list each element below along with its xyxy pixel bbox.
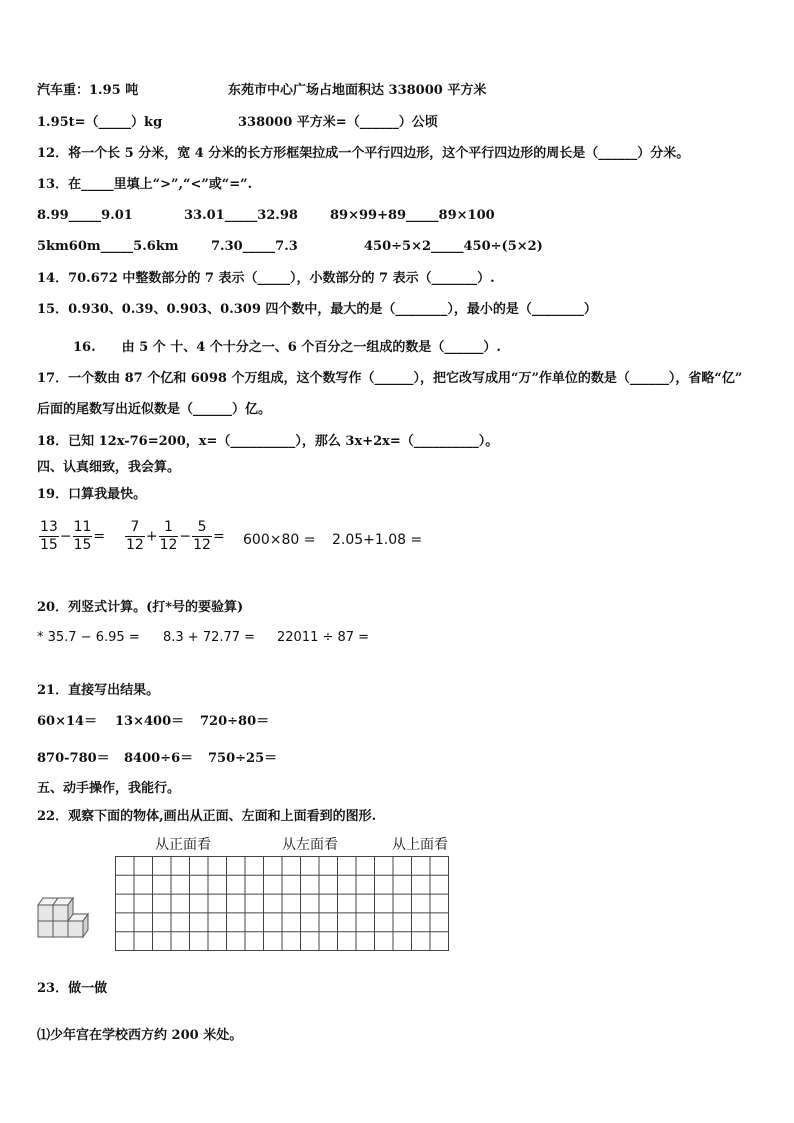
- denominator: 15: [40, 537, 58, 553]
- q21-row1-item3: 720÷80＝: [200, 714, 270, 729]
- question-23-part-1: ⑴少年宫在学校西方约 200 米处。: [37, 1028, 243, 1043]
- q19-expression-3: 600×80 =: [243, 532, 316, 548]
- question-14: 14．70.672 中整数部分的 7 表示（_____），小数部分的 7 表示（_______）.: [37, 271, 495, 286]
- numerator: 11: [73, 519, 92, 535]
- denominator: 12: [159, 537, 178, 553]
- equals-sign: =: [212, 528, 225, 545]
- question-20: 20．列竖式计算。(打*号的要验算): [37, 600, 244, 615]
- view-label-front: 从正面看: [155, 837, 211, 853]
- square-area: 东苑市中心广场占地面积达 338000 平方米: [228, 83, 487, 98]
- q20-expression-3: 22011 ÷ 87 =: [277, 630, 370, 645]
- q13-row1-item3: 89×99+89_____89×100: [330, 208, 495, 223]
- fraction: [192, 519, 212, 554]
- numerator: 1: [159, 519, 179, 537]
- question-17-line1: 17．一个数由 87 个亿和 6098 个万组成，这个数写作（______），把它改写成用“万”作单位的数是（______），省略“亿”: [37, 371, 743, 386]
- denominator: 15: [73, 537, 92, 553]
- question-19: 19．口算我最快。: [37, 487, 147, 502]
- cube-stack-figure: [36, 896, 94, 940]
- question-12: 12．将一个长 5 分米，宽 4 分米的长方形框架拉成一个平行四边形，这个平行四边形的周长是（______）分米。: [37, 146, 690, 161]
- drawing-grid: [115, 856, 451, 952]
- minus-sign: −: [179, 528, 192, 545]
- q13-row2-item1: 5km60m_____5.6km: [37, 239, 179, 254]
- question-22: 22．观察下面的物体,画出从正面、左面和上面看到的图形.: [37, 809, 377, 824]
- question-13: 13．在_____里填上“>”,“<”或“=”.: [37, 177, 253, 192]
- section-4-heading: 四、认真细致，我会算。: [37, 460, 181, 475]
- numerator: 7: [125, 519, 145, 537]
- numerator: 5: [192, 519, 212, 537]
- q19-expression-1: [38, 519, 105, 554]
- section-5-heading: 五、动手操作，我能行。: [37, 781, 181, 796]
- fraction: [39, 519, 59, 554]
- denominator: 12: [126, 537, 144, 553]
- question-21: 21．直接写出结果。: [37, 683, 160, 698]
- denominator: 12: [193, 537, 211, 553]
- q21-row1-item1: 60×14＝: [37, 714, 98, 729]
- fraction: [125, 519, 145, 554]
- q19-expression-2: [124, 519, 225, 554]
- q21-row2-item1: 870-780＝: [37, 751, 110, 766]
- q13-row1-item2: 33.01_____32.98: [184, 208, 298, 223]
- view-label-top: 从上面看: [392, 837, 448, 853]
- m2-to-ha: 338000 平方米=（______）公顷: [238, 115, 438, 130]
- q20-expression-1: * 35.7 − 6.95 =: [37, 630, 140, 645]
- q21-row2-item2: 8400÷6＝: [124, 751, 194, 766]
- question-15: 15．0.930、0.39、0.903、0.309 四个数中，最大的是（________），最小的是（________）: [37, 302, 597, 317]
- q21-row2-item3: 750÷25＝: [208, 751, 278, 766]
- question-17-line2: 后面的尾数写出近似数是（______）亿。: [37, 402, 272, 417]
- q20-expression-2: 8.3 + 72.77 =: [163, 630, 256, 645]
- equals-sign: =: [93, 528, 106, 545]
- question-23: 23．做一做: [37, 981, 108, 996]
- question-16: 16. 由 5 个 十、4 个十分之一、6 个百分之一组成的数是（______）.: [73, 340, 501, 355]
- car-weight: 汽车重：1.95 吨: [37, 83, 139, 98]
- q21-row1-item2: 13×400＝: [115, 714, 185, 729]
- question-18: 18．已知 12x-76=200，x=（__________），那么 3x+2x=（__________）。: [37, 434, 499, 449]
- q13-row2-item2: 7.30_____7.3: [211, 239, 298, 254]
- fraction: [73, 519, 93, 554]
- q19-expression-4: 2.05+1.08 =: [332, 532, 423, 548]
- q13-row2-item3: 450÷5×2_____450÷(5×2): [364, 239, 543, 254]
- fraction: [159, 519, 179, 554]
- t-to-kg: 1.95t=（_____）kg: [37, 115, 163, 130]
- plus-sign: +: [145, 528, 158, 545]
- q13-row1-item1: 8.99_____9.01: [37, 208, 133, 223]
- minus-sign: −: [59, 528, 72, 545]
- view-label-left: 从左面看: [282, 837, 338, 853]
- numerator: 13: [40, 519, 58, 535]
